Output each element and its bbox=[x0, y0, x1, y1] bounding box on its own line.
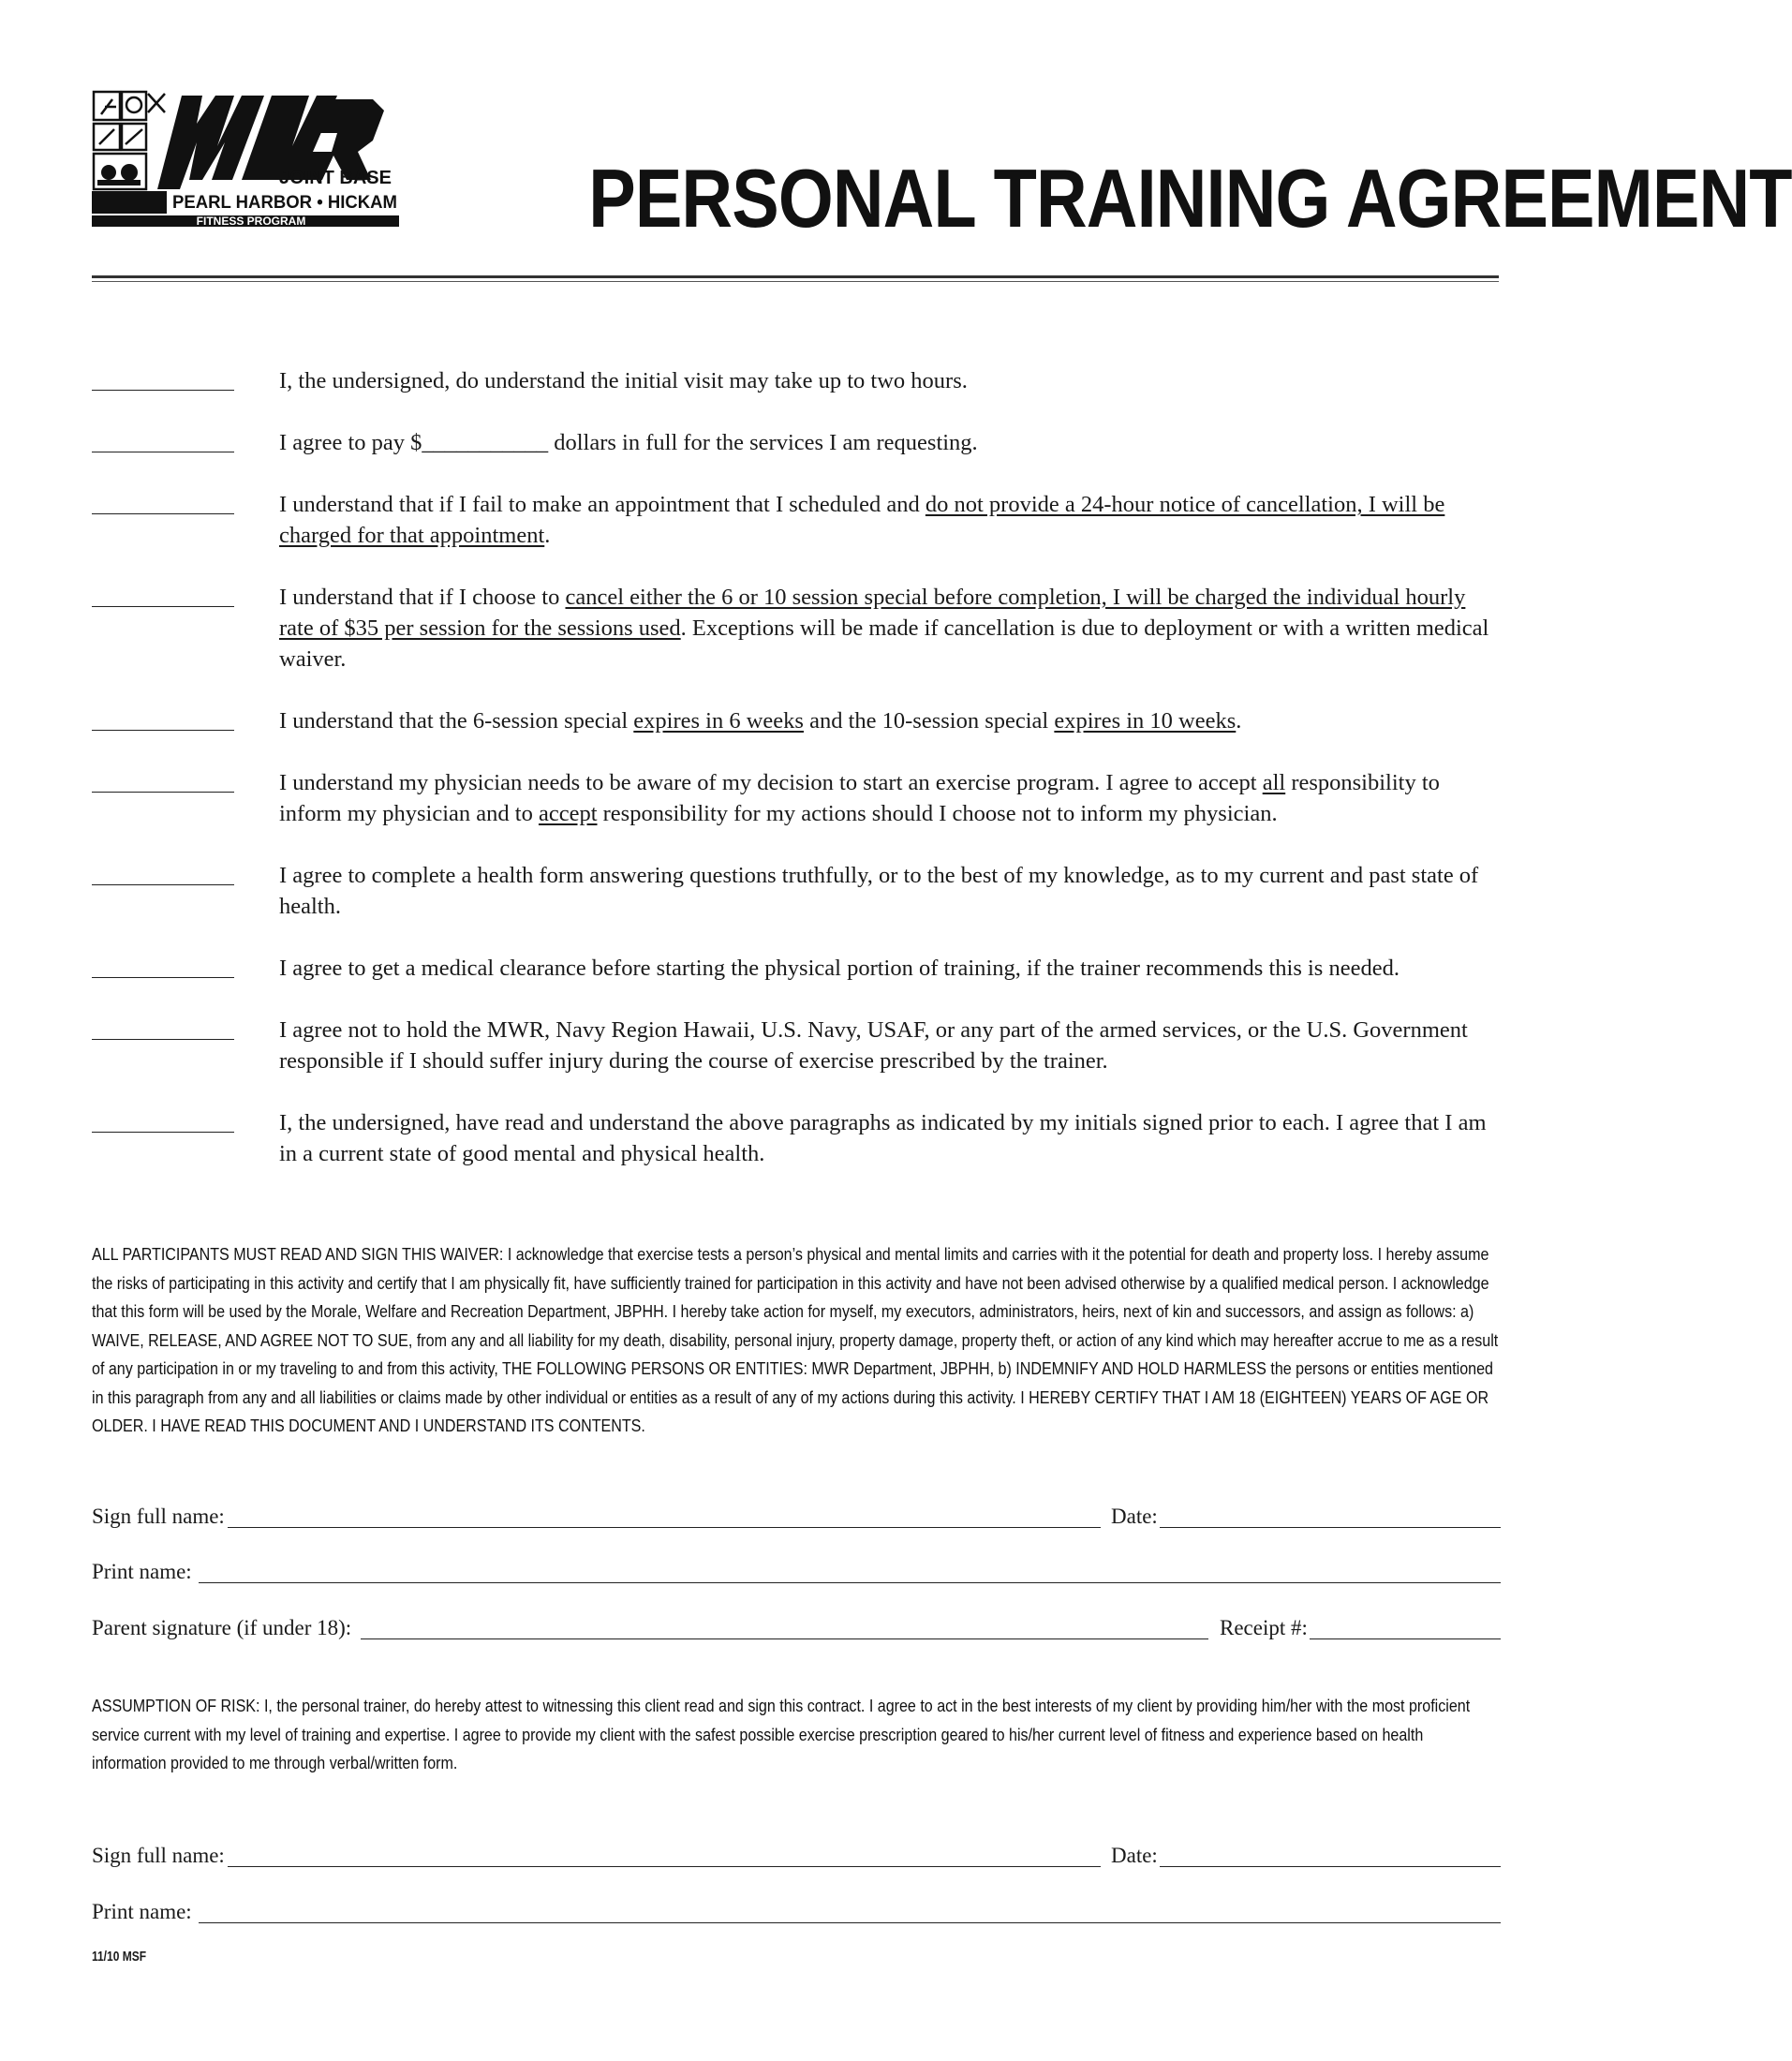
agreement-item bbox=[92, 427, 1501, 458]
participant-sign-row bbox=[92, 1505, 1501, 1538]
initials-field[interactable] bbox=[92, 513, 234, 514]
initials-field[interactable] bbox=[92, 390, 234, 391]
initials-field[interactable] bbox=[92, 792, 234, 793]
trainer-sign-name-label: Sign full name: bbox=[92, 1844, 225, 1867]
item-text-part: responsibility for my actions should I choose not to inform my physician. bbox=[597, 801, 1278, 826]
agreement-item bbox=[92, 767, 1501, 829]
agreement-item-text bbox=[279, 427, 1501, 458]
underlined-text: all bbox=[1262, 770, 1286, 795]
agreement-item-text bbox=[279, 705, 1501, 736]
underlined-text: do not provide a 24-hour notice of cancellation, I will be charged for that appointment bbox=[279, 492, 1445, 548]
header-rule bbox=[92, 275, 1499, 278]
agreement-item-text bbox=[279, 1015, 1501, 1076]
agreement-item bbox=[92, 705, 1501, 736]
receipt-label: Receipt #: bbox=[1220, 1616, 1308, 1639]
initials-field[interactable] bbox=[92, 1039, 234, 1040]
trainer-date-field[interactable] bbox=[1160, 1866, 1501, 1867]
underlined-text: cancel either the 6 or 10 session special before completion, I will be charged the individual hourly rate of $35 per session for the sessions used bbox=[279, 585, 1466, 641]
logo-line2: PEARL HARBOR • HICKAM bbox=[172, 193, 397, 213]
item-text-part: . Exceptions will be made if cancellation is due to deployment or with a written medical waiver. bbox=[279, 615, 1489, 672]
parent-signature-label: Parent signature (if under 18): bbox=[92, 1616, 352, 1639]
mwr-logo bbox=[92, 86, 399, 227]
item-text-part: and the 10-session special bbox=[803, 708, 1055, 734]
agreement-item bbox=[92, 953, 1501, 984]
item-text-part: I, the undersigned, have read and understand the above paragraphs as indicated by my initials signed prior to each. I agree that I am in a current state of good mental and physical health. bbox=[279, 1110, 1487, 1166]
item-text-part: I agree not to hold the MWR, Navy Region Hawaii, U.S. Navy, USAF, or any part of the armed services, or the U.S. Government responsible if I should suffer injury during the course of exercise prescribed by the trainer. bbox=[279, 1017, 1468, 1074]
underlined-text: expires in 10 weeks bbox=[1054, 708, 1237, 734]
date-label: Date: bbox=[1111, 1505, 1158, 1528]
initials-field[interactable] bbox=[92, 730, 234, 731]
page-title: PERSONAL TRAINING AGREEMENT bbox=[588, 152, 1792, 245]
waiver-text: ALL PARTICIPANTS MUST READ AND SIGN THIS WAIVER: I acknowledge that exercise tests a person’s physical and mental limits and carries with it the potential for death and property loss. I hereby assume the risks of participating in this activity and certify that I am physically fit, have sufficiently trained for participation in this activity and have not been advised otherwise by a qualified medical person. I acknowledge that this form will be used by the Morale, Welfare and Recreation Department, JBPHH. I hereby take action for myself, my executors, administrators, heirs, next of kin and successors, and assign as follows: a) WAIVE, RELEASE, AND AGREE NOT TO SUE, from any and all liability for my death, disability, personal injury, property damage, property theft, or action of any kind which may hereafter accrue to me as a result of any participation in or my traveling to and from this activity, THE FOLLOWING PERSONS OR ENTITIES: MWR Department, JBPHH, b) INDEMNIFY AND HOLD HARMLESS the persons or entities mentioned in this paragraph from any and all liabilities or claims made by other individual or entities as a result of any of my actions during this activity. I HEREBY CERTIFY THAT I AM 18 (EIGHTEEN) YEARS OF AGE OR OLDER. I HAVE READ THIS DOCUMENT AND I UNDERSTAND ITS CONTENTS. bbox=[92, 1244, 1499, 1435]
trainer-print-row bbox=[92, 1900, 1501, 1934]
item-text-part: I, the undersigned, do understand the initial visit may take up to two hours. bbox=[279, 368, 968, 393]
agreement-items bbox=[92, 365, 1501, 1200]
agreement-item-text bbox=[279, 767, 1501, 829]
logo-line1: JOINT BASE bbox=[278, 168, 392, 188]
agreement-item-text bbox=[279, 1107, 1501, 1169]
participant-print-row bbox=[92, 1560, 1501, 1594]
item-text-part: I agree to get a medical clearance before starting the physical portion of training, if the trainer recommends this is needed. bbox=[279, 956, 1400, 981]
initials-field[interactable] bbox=[92, 606, 234, 607]
item-text-part: I understand that if I fail to make an appointment that I scheduled and bbox=[279, 492, 926, 517]
logo-brand: MWR bbox=[92, 86, 95, 87]
item-text-part: . bbox=[1236, 708, 1242, 734]
parent-sign-row bbox=[92, 1616, 1501, 1650]
print-name-label: Print name: bbox=[92, 1560, 192, 1583]
receipt-field[interactable] bbox=[1310, 1638, 1501, 1639]
agreement-item-text bbox=[279, 365, 1501, 396]
header-rule-thin bbox=[92, 281, 1499, 282]
item-text-part: responsibility to inform my physician and to bbox=[279, 770, 1440, 826]
initials-field[interactable] bbox=[92, 1132, 234, 1133]
agreement-item bbox=[92, 489, 1501, 551]
parent-signature-field[interactable] bbox=[361, 1638, 1208, 1639]
agreement-item bbox=[92, 860, 1501, 922]
trainer-print-name-label: Print name: bbox=[92, 1900, 192, 1923]
sign-name-label: Sign full name: bbox=[92, 1505, 225, 1528]
item-text-part: I understand that if I choose to bbox=[279, 585, 566, 610]
agreement-item-text bbox=[279, 860, 1501, 922]
item-text-part: I agree to pay $___________ dollars in full for the services I am requesting. bbox=[279, 430, 978, 455]
initials-field[interactable] bbox=[92, 884, 234, 885]
trainer-sign-row bbox=[92, 1844, 1501, 1877]
initials-field[interactable] bbox=[92, 977, 234, 978]
underlined-text: expires in 6 weeks bbox=[633, 708, 804, 734]
logo-line3: FITNESS PROGRAM bbox=[196, 215, 306, 228]
trainer-sign-name-field[interactable] bbox=[228, 1866, 1101, 1867]
agreement-item bbox=[92, 1107, 1501, 1169]
item-text-part: . bbox=[544, 523, 551, 548]
print-name-field[interactable] bbox=[199, 1582, 1501, 1583]
agreement-item-text bbox=[279, 489, 1501, 551]
agreement-item bbox=[92, 1015, 1501, 1076]
agreement-item bbox=[92, 582, 1501, 675]
item-text-part: I understand my physician needs to be aware of my decision to start an exercise program. I agree to accept bbox=[279, 770, 1263, 795]
sign-name-field[interactable] bbox=[228, 1527, 1101, 1528]
item-text-part: I agree to complete a health form answering questions truthfully, or to the best of my knowledge, as to my current and past state of health. bbox=[279, 863, 1479, 919]
underlined-text: accept bbox=[538, 801, 598, 826]
agreement-item-text bbox=[279, 582, 1501, 675]
trainer-date-label: Date: bbox=[1111, 1844, 1158, 1867]
item-text-part: I understand that the 6-session special bbox=[279, 708, 634, 734]
date-field[interactable] bbox=[1160, 1527, 1501, 1528]
trainer-print-name-field[interactable] bbox=[199, 1922, 1501, 1923]
form-code: 11/10 MSF bbox=[92, 1949, 147, 1965]
agreement-item bbox=[92, 365, 1501, 396]
assumption-of-risk-text: ASSUMPTION OF RISK: I, the personal trainer, do hereby attest to witnessing this client read and sign this contract. I agree to act in the best interests of my client by providing him/her with the most proficient service current with my level of training and expertise. I agree to provide my client with the safest possible exercise prescription geared to his/her current level of fitness and experience based on health information provided to me through verbal/written form. bbox=[92, 1696, 1471, 1772]
agreement-item-text bbox=[279, 953, 1501, 984]
